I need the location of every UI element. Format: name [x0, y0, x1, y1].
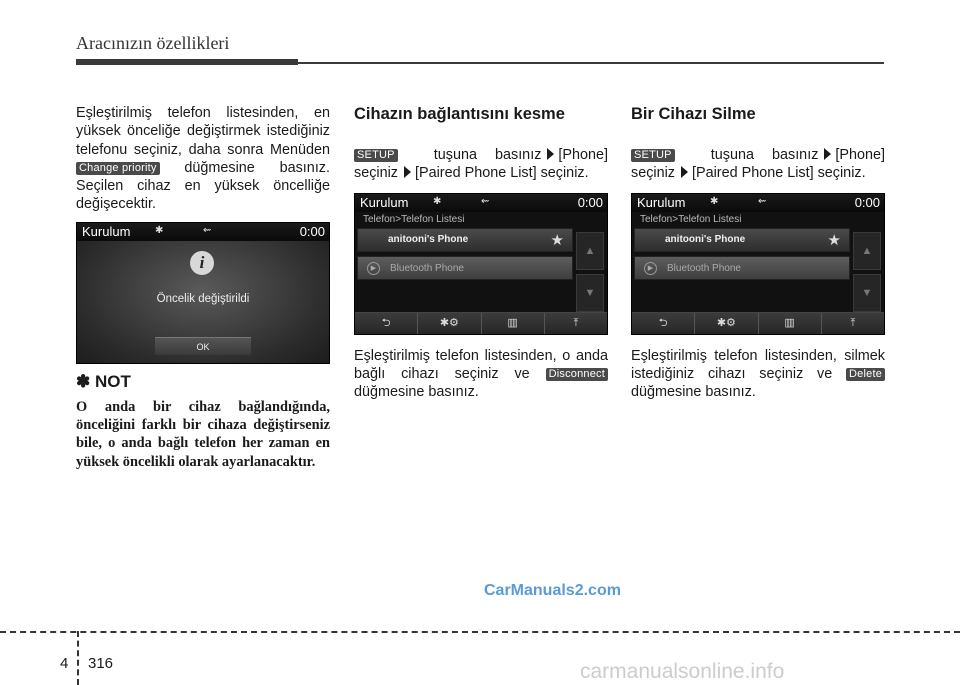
arrow-right-icon [547, 148, 554, 160]
ok-button[interactable]: OK [155, 337, 251, 355]
bluetooth-icon: ✱ [710, 195, 719, 207]
priority-instructions: Eşleştirilmiş telefon listesinden, en yüksek önceliğe değiştirmek istediğiniz telefonu seçiniz, daha sonra Menüden Change priority düğmesine basınız. Seçilen cihaz en yüksek öncelliğe değişecektir. [76, 105, 331, 213]
play-icon: ▶ [367, 262, 380, 275]
disconnect-nav-instructions: SETUP tuşuna basınız [Phone] seçiniz [Paired Phone List] seçiniz. [354, 147, 608, 182]
paired-list-screen [631, 193, 885, 335]
note-body: O anda bir cihaz bağlandığında, önceliğini farklı bir cihaza değiştirseniz bile, o anda bağlı telefon her zaman en yüksek öncelikli olarak ayarlanacaktır. [76, 398, 330, 470]
page-number: 316 [88, 655, 114, 672]
footer-site-link[interactable]: carmanualsonline.info [580, 660, 785, 683]
section-number: 4 [60, 655, 69, 672]
header-rule-thick [76, 59, 298, 65]
footer-rule [0, 631, 960, 633]
screen-status-bar [355, 194, 607, 212]
setup-badge: SETUP [631, 149, 675, 162]
trash-icon[interactable]: ▥ [482, 313, 545, 334]
watermark-link[interactable]: CarManuals2.com [484, 582, 621, 599]
delete-heading: Bir Cihazı Silme [631, 105, 756, 123]
info-icon: i [190, 251, 214, 275]
back-arrow-icon[interactable]: ⮌ [632, 313, 695, 334]
screen-toolbar [355, 312, 607, 334]
change-priority-badge: Change priority [76, 162, 160, 175]
screen-toolbar [632, 312, 884, 334]
delete-instructions: Eşleştirilmiş telefon listesinden, silmek istediğiniz cihazı seçiniz ve Delete düğmesine basınız. [631, 347, 885, 401]
screen-clock: 0:00 [577, 194, 603, 210]
delete-badge: Delete [846, 368, 885, 381]
screen-clock: 0:00 [854, 194, 880, 210]
back-arrow-icon[interactable]: ⮌ [355, 313, 418, 334]
screen-status-bar [632, 194, 884, 212]
screen-title: Kurulum [360, 194, 409, 210]
screen-status-bar [77, 223, 329, 241]
list-item[interactable]: anitooni's Phone ★ [634, 228, 850, 252]
trash-icon[interactable]: ▥ [759, 313, 822, 334]
star-icon: ★ [550, 231, 564, 249]
play-icon: ▶ [644, 262, 657, 275]
delete-nav-instructions: SETUP tuşuna basınız [Phone] seçiniz [Paired Phone List] seçiniz. [631, 147, 885, 182]
screen-breadcrumb: Telefon>Telefon Listesi [640, 213, 742, 225]
star-icon: ★ [827, 231, 841, 249]
priority-changed-screen [76, 222, 330, 364]
usb-icon: ⇜ [481, 195, 490, 207]
paired-list-screen [354, 193, 608, 335]
setup-badge: SETUP [354, 149, 398, 162]
usb-icon: ⇜ [758, 195, 767, 207]
list-item[interactable]: anitooni's Phone ★ [357, 228, 573, 252]
list-item[interactable]: ▶ Bluetooth Phone [634, 256, 850, 280]
disconnect-instructions: Eşleştirilmiş telefon listesinden, o anda bağlı cihazı seçiniz ve Disconnect düğmesine basınız. [354, 347, 608, 401]
arrow-right-icon [681, 166, 688, 178]
column-delete [631, 104, 885, 401]
move-top-icon[interactable]: ⤒ [545, 313, 607, 334]
header-rule-thin [298, 62, 884, 64]
usb-icon: ⇜ [203, 224, 212, 236]
screen-breadcrumb: Telefon>Telefon Listesi [363, 213, 465, 225]
move-top-icon[interactable]: ⤒ [822, 313, 884, 334]
list-item[interactable]: ▶ Bluetooth Phone [357, 256, 573, 280]
bluetooth-settings-icon[interactable]: ✱⚙ [418, 313, 481, 334]
priority-popup [77, 241, 329, 364]
disconnect-badge: Disconnect [546, 368, 608, 381]
column-disconnect [354, 104, 608, 401]
screen-title: Kurulum [82, 223, 131, 239]
arrow-right-icon [824, 148, 831, 160]
screen-title: Kurulum [637, 194, 686, 210]
screen-clock: 0:00 [299, 223, 325, 239]
chapter-title: Aracınızın özellikleri [76, 33, 230, 53]
column-change-priority [76, 104, 330, 471]
footer-divider [77, 631, 79, 685]
popup-message: Öncelik değiştirildi [156, 292, 250, 305]
note-title: ✽ NOT [76, 371, 131, 391]
scroll-up-button[interactable]: ▲ [576, 232, 604, 270]
scroll-up-button[interactable]: ▲ [853, 232, 881, 270]
arrow-right-icon [404, 166, 411, 178]
bluetooth-icon: ✱ [155, 224, 164, 236]
scroll-down-button[interactable]: ▼ [576, 274, 604, 312]
bluetooth-icon: ✱ [433, 195, 442, 207]
bluetooth-settings-icon[interactable]: ✱⚙ [695, 313, 758, 334]
scroll-down-button[interactable]: ▼ [853, 274, 881, 312]
disconnect-heading: Cihazın bağlantısını kesme [354, 105, 565, 123]
